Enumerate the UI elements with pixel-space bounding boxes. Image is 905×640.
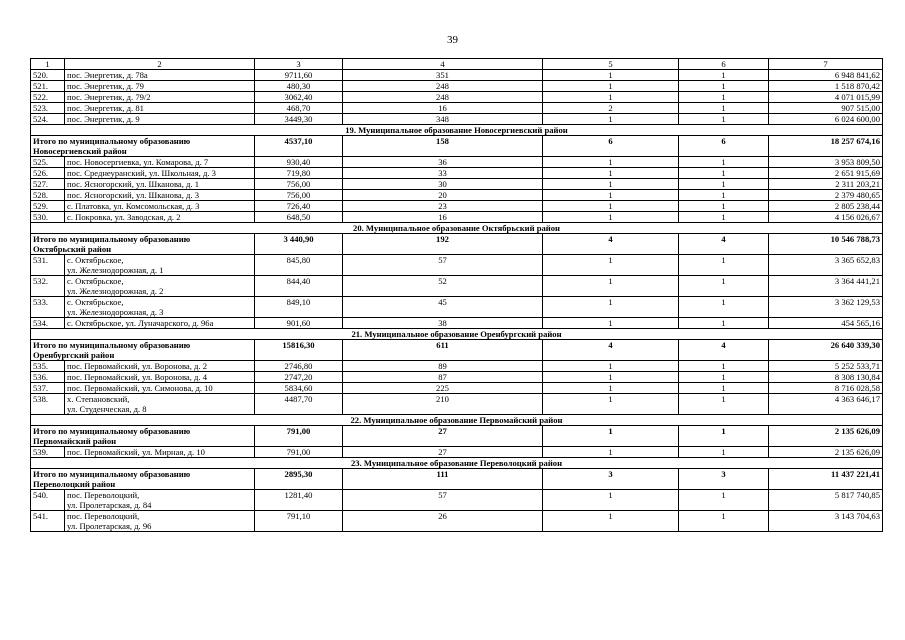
sum-cell: 4 071 015,99 bbox=[769, 92, 883, 103]
cell-line: Переволоцкий район bbox=[33, 479, 116, 489]
count-cell: 1 bbox=[543, 426, 679, 447]
cell-line: ул. Студенческая, д. 8 bbox=[67, 404, 147, 414]
sum-cell: 2 651 915,69 bbox=[769, 168, 883, 179]
area-cell: 756,00 bbox=[255, 179, 343, 190]
total-label bbox=[31, 234, 255, 255]
people-cell: 30 bbox=[343, 179, 543, 190]
sum-cell: 3 365 652,83 bbox=[769, 255, 883, 276]
sum-cell: 907 515,00 bbox=[769, 103, 883, 114]
count-cell: 1 bbox=[543, 190, 679, 201]
people-cell: 27 bbox=[343, 447, 543, 458]
count-cell: 1 bbox=[543, 201, 679, 212]
cell-line: ул. Железнодорожная, д. 1 bbox=[67, 265, 164, 275]
sum-cell: 454 565,16 bbox=[769, 318, 883, 329]
area-cell: 849,10 bbox=[255, 297, 343, 318]
area-cell: 1281,40 bbox=[255, 490, 343, 511]
count-cell: 1 bbox=[543, 276, 679, 297]
sum-cell: 2 805 238,44 bbox=[769, 201, 883, 212]
cell-line: пос. Новосергиевка, ул. Комарова, д. 7 bbox=[67, 157, 209, 167]
address-cell bbox=[65, 190, 255, 201]
cell-line: пос. Ясногорский, ул. Шканова, д. 1 bbox=[67, 179, 200, 189]
address-cell bbox=[65, 81, 255, 92]
sum-cell: 4 156 026,67 bbox=[769, 212, 883, 223]
count-cell: 1 bbox=[543, 212, 679, 223]
count-cell: 1 bbox=[543, 372, 679, 383]
count-cell: 1 bbox=[543, 168, 679, 179]
row-number: 541. bbox=[31, 511, 65, 532]
area-cell: 3449,30 bbox=[255, 114, 343, 125]
count-cell: 1 bbox=[679, 81, 769, 92]
area-cell: 791,10 bbox=[255, 511, 343, 532]
area-cell: 791,00 bbox=[255, 426, 343, 447]
row-number: 536. bbox=[31, 372, 65, 383]
people-cell: 16 bbox=[343, 103, 543, 114]
cell-line: с. Октябрьское, bbox=[67, 297, 124, 307]
total-row bbox=[31, 469, 883, 490]
cell-line: Итого по муниципальному образованию bbox=[33, 426, 191, 436]
people-cell: 89 bbox=[343, 361, 543, 372]
count-cell: 1 bbox=[679, 276, 769, 297]
section-header-row bbox=[31, 458, 883, 469]
sum-cell: 3 953 809,50 bbox=[769, 157, 883, 168]
count-cell: 1 bbox=[543, 297, 679, 318]
count-cell: 3 bbox=[543, 469, 679, 490]
table-row bbox=[31, 114, 883, 125]
table-row bbox=[31, 318, 883, 329]
cell-line: ул. Пролетарская, д. 84 bbox=[67, 500, 152, 510]
table-row bbox=[31, 179, 883, 190]
column-number-header: 3 bbox=[255, 59, 343, 70]
total-row bbox=[31, 234, 883, 255]
cell-line: с. Платовка, ул. Комсомольская, д. 3 bbox=[67, 201, 200, 211]
area-cell: 2895,30 bbox=[255, 469, 343, 490]
count-cell: 1 bbox=[543, 318, 679, 329]
people-cell: 351 bbox=[343, 70, 543, 81]
count-cell: 1 bbox=[543, 179, 679, 190]
people-cell: 26 bbox=[343, 511, 543, 532]
count-cell: 1 bbox=[679, 103, 769, 114]
area-cell: 15816,30 bbox=[255, 340, 343, 361]
count-cell: 1 bbox=[679, 361, 769, 372]
count-cell: 6 bbox=[679, 136, 769, 157]
sum-cell: 3 143 704,63 bbox=[769, 511, 883, 532]
people-cell: 20 bbox=[343, 190, 543, 201]
total-label bbox=[31, 469, 255, 490]
table-row bbox=[31, 447, 883, 458]
table-row bbox=[31, 103, 883, 114]
count-cell: 1 bbox=[679, 426, 769, 447]
table-row bbox=[31, 297, 883, 318]
cell-line: х. Степановский, bbox=[67, 394, 130, 404]
row-number: 538. bbox=[31, 394, 65, 415]
cell-line: пос. Энергетик, д. 79 bbox=[67, 81, 144, 91]
column-number-header: 4 bbox=[343, 59, 543, 70]
cell-line: пос. Первомайский, ул. Воронова, д. 4 bbox=[67, 372, 207, 382]
sum-cell: 2 135 626,09 bbox=[769, 426, 883, 447]
address-cell bbox=[65, 92, 255, 103]
address-cell bbox=[65, 114, 255, 125]
cell-line: с. Покровка, ул. Заводская, д. 2 bbox=[67, 212, 181, 222]
table-row bbox=[31, 255, 883, 276]
count-cell: 1 bbox=[543, 157, 679, 168]
section-header-row bbox=[31, 223, 883, 234]
cell-line: Новосергиевский район bbox=[33, 146, 127, 156]
count-cell: 4 bbox=[543, 234, 679, 255]
people-cell: 348 bbox=[343, 114, 543, 125]
people-cell: 16 bbox=[343, 212, 543, 223]
count-cell: 1 bbox=[679, 157, 769, 168]
cell-line: пос. Энергетик, д. 9 bbox=[67, 114, 140, 124]
address-cell bbox=[65, 255, 255, 276]
people-cell: 87 bbox=[343, 372, 543, 383]
column-number-header: 5 bbox=[543, 59, 679, 70]
count-cell: 2 bbox=[543, 103, 679, 114]
row-number: 534. bbox=[31, 318, 65, 329]
cell-line: пос. Переволоцкий, bbox=[67, 490, 140, 500]
people-cell: 52 bbox=[343, 276, 543, 297]
address-cell bbox=[65, 318, 255, 329]
count-cell: 1 bbox=[679, 297, 769, 318]
table-row bbox=[31, 394, 883, 415]
section-title: 19. Муниципальное образование Новосергиевский район bbox=[31, 125, 883, 136]
total-row bbox=[31, 340, 883, 361]
page-number: 39 bbox=[447, 34, 458, 46]
address-cell bbox=[65, 201, 255, 212]
area-cell: 930,40 bbox=[255, 157, 343, 168]
cell-line: Итого по муниципальному образованию bbox=[33, 234, 191, 244]
sum-cell: 5 252 533,71 bbox=[769, 361, 883, 372]
count-cell: 1 bbox=[679, 255, 769, 276]
address-cell bbox=[65, 361, 255, 372]
sum-cell: 10 546 788,73 bbox=[769, 234, 883, 255]
cell-line: с. Октябрьское, bbox=[67, 255, 124, 265]
count-cell: 1 bbox=[543, 114, 679, 125]
count-cell: 1 bbox=[543, 81, 679, 92]
people-cell: 158 bbox=[343, 136, 543, 157]
table-row bbox=[31, 490, 883, 511]
count-cell: 1 bbox=[679, 70, 769, 81]
cell-line: Итого по муниципальному образованию bbox=[33, 469, 191, 479]
address-cell bbox=[65, 447, 255, 458]
sum-cell: 11 437 221,41 bbox=[769, 469, 883, 490]
cell-line: с. Октябрьское, ул. Луначарского, д. 96а bbox=[67, 318, 214, 328]
row-number: 540. bbox=[31, 490, 65, 511]
count-cell: 1 bbox=[679, 511, 769, 532]
area-cell: 3 440,90 bbox=[255, 234, 343, 255]
cell-line: пос. Энергетик, д. 79/2 bbox=[67, 92, 151, 102]
sum-cell: 8 308 130,84 bbox=[769, 372, 883, 383]
people-cell: 45 bbox=[343, 297, 543, 318]
people-cell: 611 bbox=[343, 340, 543, 361]
table-row bbox=[31, 190, 883, 201]
count-cell: 1 bbox=[543, 70, 679, 81]
section-header-row bbox=[31, 329, 883, 340]
column-number-header: 7 bbox=[769, 59, 883, 70]
sum-cell: 6 948 841,62 bbox=[769, 70, 883, 81]
address-cell bbox=[65, 394, 255, 415]
table-row bbox=[31, 81, 883, 92]
cell-line: ул. Железнодорожная, д. 2 bbox=[67, 286, 164, 296]
count-cell: 1 bbox=[679, 168, 769, 179]
cell-line: ул. Пролетарская, д. 96 bbox=[67, 521, 152, 531]
sum-cell: 2 135 626,09 bbox=[769, 447, 883, 458]
table-row bbox=[31, 201, 883, 212]
area-cell: 2746,80 bbox=[255, 361, 343, 372]
address-cell bbox=[65, 490, 255, 511]
count-cell: 1 bbox=[679, 447, 769, 458]
area-cell: 648,50 bbox=[255, 212, 343, 223]
row-number: 521. bbox=[31, 81, 65, 92]
area-cell: 468,70 bbox=[255, 103, 343, 114]
area-cell: 4487,70 bbox=[255, 394, 343, 415]
people-cell: 57 bbox=[343, 490, 543, 511]
row-number: 535. bbox=[31, 361, 65, 372]
row-number: 530. bbox=[31, 212, 65, 223]
count-cell: 1 bbox=[679, 383, 769, 394]
people-cell: 192 bbox=[343, 234, 543, 255]
cell-line: с. Октябрьское, bbox=[67, 276, 124, 286]
sum-cell: 3 364 441,21 bbox=[769, 276, 883, 297]
table-row bbox=[31, 361, 883, 372]
sum-cell: 4 363 646,17 bbox=[769, 394, 883, 415]
table-row bbox=[31, 157, 883, 168]
count-cell: 1 bbox=[543, 92, 679, 103]
sum-cell: 18 257 674,16 bbox=[769, 136, 883, 157]
section-title: 20. Муниципальное образование Октябрьский район bbox=[31, 223, 883, 234]
count-cell: 1 bbox=[543, 383, 679, 394]
count-cell: 1 bbox=[543, 447, 679, 458]
cell-line: пос. Первомайский, ул. Симонова, д. 10 bbox=[67, 383, 213, 393]
cell-line: пос. Первомайский, ул. Мирная, д. 10 bbox=[67, 447, 205, 457]
cell-line: ул. Железнодорожная, д. 3 bbox=[67, 307, 164, 317]
people-cell: 38 bbox=[343, 318, 543, 329]
area-cell: 4537,10 bbox=[255, 136, 343, 157]
people-cell: 248 bbox=[343, 92, 543, 103]
people-cell: 27 bbox=[343, 426, 543, 447]
total-row bbox=[31, 426, 883, 447]
column-number-row bbox=[31, 59, 883, 70]
address-cell bbox=[65, 511, 255, 532]
count-cell: 1 bbox=[543, 490, 679, 511]
cell-line: пос. Ясногорский, ул. Шканова, д. 3 bbox=[67, 190, 200, 200]
total-label bbox=[31, 136, 255, 157]
cell-line: Итого по муниципальному образованию bbox=[33, 340, 191, 350]
count-cell: 6 bbox=[543, 136, 679, 157]
sum-cell: 2 311 203,21 bbox=[769, 179, 883, 190]
column-number-header: 2 bbox=[65, 59, 255, 70]
count-cell: 1 bbox=[679, 372, 769, 383]
area-cell: 9711,60 bbox=[255, 70, 343, 81]
count-cell: 4 bbox=[679, 340, 769, 361]
column-number-header: 1 bbox=[31, 59, 65, 70]
table-row bbox=[31, 168, 883, 179]
address-cell bbox=[65, 297, 255, 318]
row-number: 539. bbox=[31, 447, 65, 458]
row-number: 532. bbox=[31, 276, 65, 297]
section-header-row bbox=[31, 415, 883, 426]
area-cell: 3062,40 bbox=[255, 92, 343, 103]
cell-line: пос. Первомайский, ул. Воронова, д. 2 bbox=[67, 361, 207, 371]
people-cell: 23 bbox=[343, 201, 543, 212]
row-number: 527. bbox=[31, 179, 65, 190]
sum-cell: 2 379 480,65 bbox=[769, 190, 883, 201]
cell-line: Первомайский район bbox=[33, 436, 117, 446]
housing-program-table bbox=[30, 58, 883, 532]
row-number: 526. bbox=[31, 168, 65, 179]
area-cell: 845,80 bbox=[255, 255, 343, 276]
people-cell: 210 bbox=[343, 394, 543, 415]
row-number: 528. bbox=[31, 190, 65, 201]
count-cell: 1 bbox=[543, 394, 679, 415]
sum-cell: 1 518 870,42 bbox=[769, 81, 883, 92]
count-cell: 1 bbox=[543, 255, 679, 276]
cell-line: пос. Среднеуранский, ул. Школьная, д. 3 bbox=[67, 168, 216, 178]
count-cell: 1 bbox=[679, 490, 769, 511]
people-cell: 36 bbox=[343, 157, 543, 168]
table-row bbox=[31, 383, 883, 394]
count-cell: 1 bbox=[543, 361, 679, 372]
count-cell: 3 bbox=[679, 469, 769, 490]
address-cell bbox=[65, 383, 255, 394]
row-number: 525. bbox=[31, 157, 65, 168]
count-cell: 1 bbox=[679, 318, 769, 329]
sum-cell: 6 024 600,00 bbox=[769, 114, 883, 125]
area-cell: 719,80 bbox=[255, 168, 343, 179]
address-cell bbox=[65, 179, 255, 190]
section-header-row bbox=[31, 125, 883, 136]
sum-cell: 26 640 339,30 bbox=[769, 340, 883, 361]
total-label bbox=[31, 340, 255, 361]
count-cell: 1 bbox=[679, 212, 769, 223]
address-cell bbox=[65, 70, 255, 81]
address-cell bbox=[65, 103, 255, 114]
address-cell bbox=[65, 276, 255, 297]
people-cell: 57 bbox=[343, 255, 543, 276]
count-cell: 1 bbox=[679, 201, 769, 212]
column-number-header: 6 bbox=[679, 59, 769, 70]
table-row bbox=[31, 276, 883, 297]
count-cell: 1 bbox=[679, 92, 769, 103]
area-cell: 901,60 bbox=[255, 318, 343, 329]
table-body bbox=[31, 59, 883, 532]
count-cell: 1 bbox=[543, 511, 679, 532]
area-cell: 756,00 bbox=[255, 190, 343, 201]
table-row bbox=[31, 92, 883, 103]
cell-line: Октябрьский район bbox=[33, 244, 112, 254]
area-cell: 2747,20 bbox=[255, 372, 343, 383]
table-row bbox=[31, 372, 883, 383]
people-cell: 33 bbox=[343, 168, 543, 179]
table-row bbox=[31, 212, 883, 223]
area-cell: 480,30 bbox=[255, 81, 343, 92]
count-cell: 1 bbox=[679, 114, 769, 125]
sum-cell: 8 716 028,58 bbox=[769, 383, 883, 394]
address-cell bbox=[65, 372, 255, 383]
area-cell: 5834,60 bbox=[255, 383, 343, 394]
people-cell: 225 bbox=[343, 383, 543, 394]
area-cell: 791,00 bbox=[255, 447, 343, 458]
total-label bbox=[31, 426, 255, 447]
table-row bbox=[31, 70, 883, 81]
address-cell bbox=[65, 157, 255, 168]
count-cell: 4 bbox=[679, 234, 769, 255]
row-number: 533. bbox=[31, 297, 65, 318]
count-cell: 4 bbox=[543, 340, 679, 361]
row-number: 529. bbox=[31, 201, 65, 212]
row-number: 520. bbox=[31, 70, 65, 81]
row-number: 523. bbox=[31, 103, 65, 114]
count-cell: 1 bbox=[679, 394, 769, 415]
row-number: 522. bbox=[31, 92, 65, 103]
address-cell bbox=[65, 212, 255, 223]
cell-line: Оренбургский район bbox=[33, 350, 115, 360]
area-cell: 726,40 bbox=[255, 201, 343, 212]
table-row bbox=[31, 511, 883, 532]
cell-line: Итого по муниципальному образованию bbox=[33, 136, 191, 146]
row-number: 524. bbox=[31, 114, 65, 125]
section-title: 22. Муниципальное образование Первомайский район bbox=[31, 415, 883, 426]
cell-line: пос. Энергетик, д. 81 bbox=[67, 103, 144, 113]
section-title: 21. Муниципальное образование Оренбургский район bbox=[31, 329, 883, 340]
sum-cell: 3 362 129,53 bbox=[769, 297, 883, 318]
people-cell: 248 bbox=[343, 81, 543, 92]
row-number: 537. bbox=[31, 383, 65, 394]
row-number: 531. bbox=[31, 255, 65, 276]
address-cell bbox=[65, 168, 255, 179]
count-cell: 1 bbox=[679, 190, 769, 201]
people-cell: 111 bbox=[343, 469, 543, 490]
area-cell: 844,40 bbox=[255, 276, 343, 297]
total-row bbox=[31, 136, 883, 157]
sum-cell: 5 817 740,85 bbox=[769, 490, 883, 511]
section-title: 23. Муниципальное образование Переволоцкий район bbox=[31, 458, 883, 469]
count-cell: 1 bbox=[679, 179, 769, 190]
cell-line: пос. Переволоцкий, bbox=[67, 511, 140, 521]
cell-line: пос. Энергетик, д. 78а bbox=[67, 70, 148, 80]
